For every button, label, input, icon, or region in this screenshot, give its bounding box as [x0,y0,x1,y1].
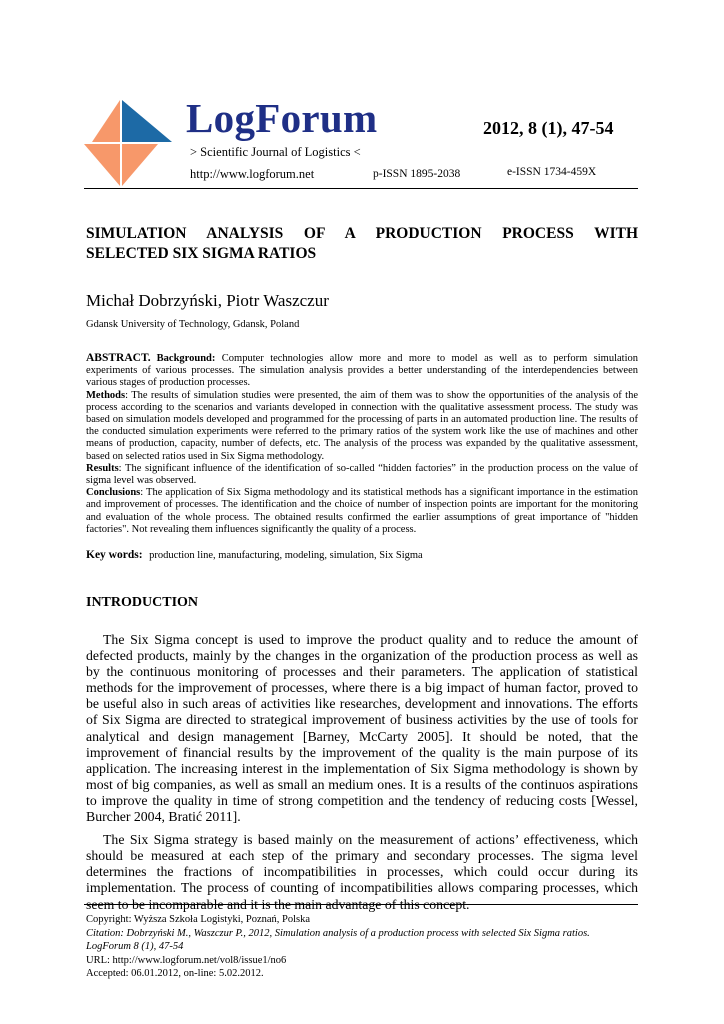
abstract-conclusions [86,487,638,536]
logo-orange-triangle-left [84,144,120,186]
logo-orange-triangle-top [92,100,120,142]
keywords [86,549,423,561]
keywords-text: production line, manufacturing, modeling, simulation, Six Sigma [149,550,423,561]
journal-reference: LogForum 8 (1), 47-54 [86,941,184,952]
section-heading-introduction: INTRODUCTION [86,595,199,610]
journal-subtitle: > Scientific Journal of Logistics < [190,145,361,159]
results-label: Results [86,462,119,474]
journal-name: LogForum [186,95,378,141]
logo-blue-triangle [122,100,172,142]
header-divider [84,188,638,189]
methods-text: : The results of simulation studies were presented, the aim of them was to show the opportunities of the analysis of the process according to the scenarios and variants developed in connection with the qualitative assessment process. The study was based on simulation models developed and programmed for the processing of parts in an automated production line. The results of the conducted simulation experiments were referred to the primary ratios of the system work like the use of machines and other means of production, capacity, number of defects, etc. The analysis of the process was expanded by the qualitative assessment, based on selected ratios used in Six Sigma methodology. [86,389,638,462]
authors: Michał Dobrzyński, Piotr Waszczur [86,291,329,310]
introduction-body [86,632,638,920]
abstract-results [86,463,638,487]
background-label: Background: [156,353,216,364]
abstract [86,352,638,536]
introduction-paragraph-2: The Six Sigma strategy is based mainly on the measurement of actions’ effectiveness, which should be measured at each step of the primary and secondary processes. The sigma level determines the fractions of incompatibilities in processes, which could occur during its implementation. The process of counting of incompatibilities allows comparing processes, which seem to be incomparable and it is the main advantage of this concept. [86,832,638,912]
keywords-label: Key words: [86,549,143,561]
copyright: Copyright: Wyższa Szkoła Logistyki, Poznań, Polska [86,914,311,925]
issue-info: 2012, 8 (1), 47-54 [483,118,614,138]
conclusions-label: Conclusions [86,487,141,499]
citation: Citation: Dobrzyński M., Waszczur P., 2012, Simulation analysis of a production process with selected Six Sigma ratios. [86,927,590,939]
p-issn: p-ISSN 1895-2038 [373,168,461,180]
article-title-line2: SELECTED SIX SIGMA RATIOS [86,245,317,262]
journal-url[interactable]: http://www.logforum.net [190,167,315,181]
methods-label: Methods [86,389,126,401]
introduction-paragraph-1: The Six Sigma concept is used to improve the product quality and to reduce the amount of defected products, mainly by the changes in the organization of the production process as well as by the continuous monitoring of processes and their parameters. The application of statistical methods for the improvement of processes, where there is a big impact of human factor, proved to be useful also in such areas of activities like researches, development and innovations. The efforts of Six Sigma are directed to strategical improvement of business activities by the use of tools for analytical and design management [Barney, McCarty 2005]. It should be noted, that the improvement of financial results by the improvement of the quality is the main purpose of its application. The increasing interest in the implementation of Six Sigma methodology is shown by most of big companies, as well as small an medium ones. It is a results of the continuos aspirations to improve the quality in time of strong competition and the tendency of reducing costs [Wessel, Burcher 2004, Bratić 2011]. [86,632,638,825]
article-title-line1: SIMULATION ANALYSIS OF A PRODUCTION PROCESS WITH [86,225,638,242]
results-text: : The significant influence of the identification of so-called “hidden factories” in the production process on the value of sigma level was observed. [86,462,638,487]
abstract-background [86,352,638,390]
article-url[interactable]: URL: http://www.logforum.net/vol8/issue1/no6 [86,954,287,966]
article-title [86,224,638,264]
abstract-methods [86,390,638,463]
affiliation: Gdansk University of Technology, Gdansk, Poland [86,319,300,330]
logo-orange-triangle-right [122,144,158,186]
abstract-label: ABSTRACT. [86,352,151,364]
conclusions-text: : The application of Six Sigma methodology and its statistical methods has a significant importance in the estimation and improvement of processes. The identification and the choice of number of inspection points are important for the monitoring and evaluation of the whole process. The obtained results confirmed the earlier assumptions of great importance of "hidden factories". Not revealing them influences significantly the quality of a process. [86,487,638,535]
e-issn: e-ISSN 1734-459X [507,166,597,178]
logforum-logo [82,98,178,188]
accepted-dates: Accepted: 06.01.2012, on-line: 5.02.2012. [86,968,264,979]
footer-divider [84,904,638,905]
footer [86,913,638,981]
background-text: Computer technologies allow more and more to model as well as to perform simulation experiments of various processes. The simulation analysis provides a better understanding of the interdependencies between various stages of production processes. [86,353,638,389]
